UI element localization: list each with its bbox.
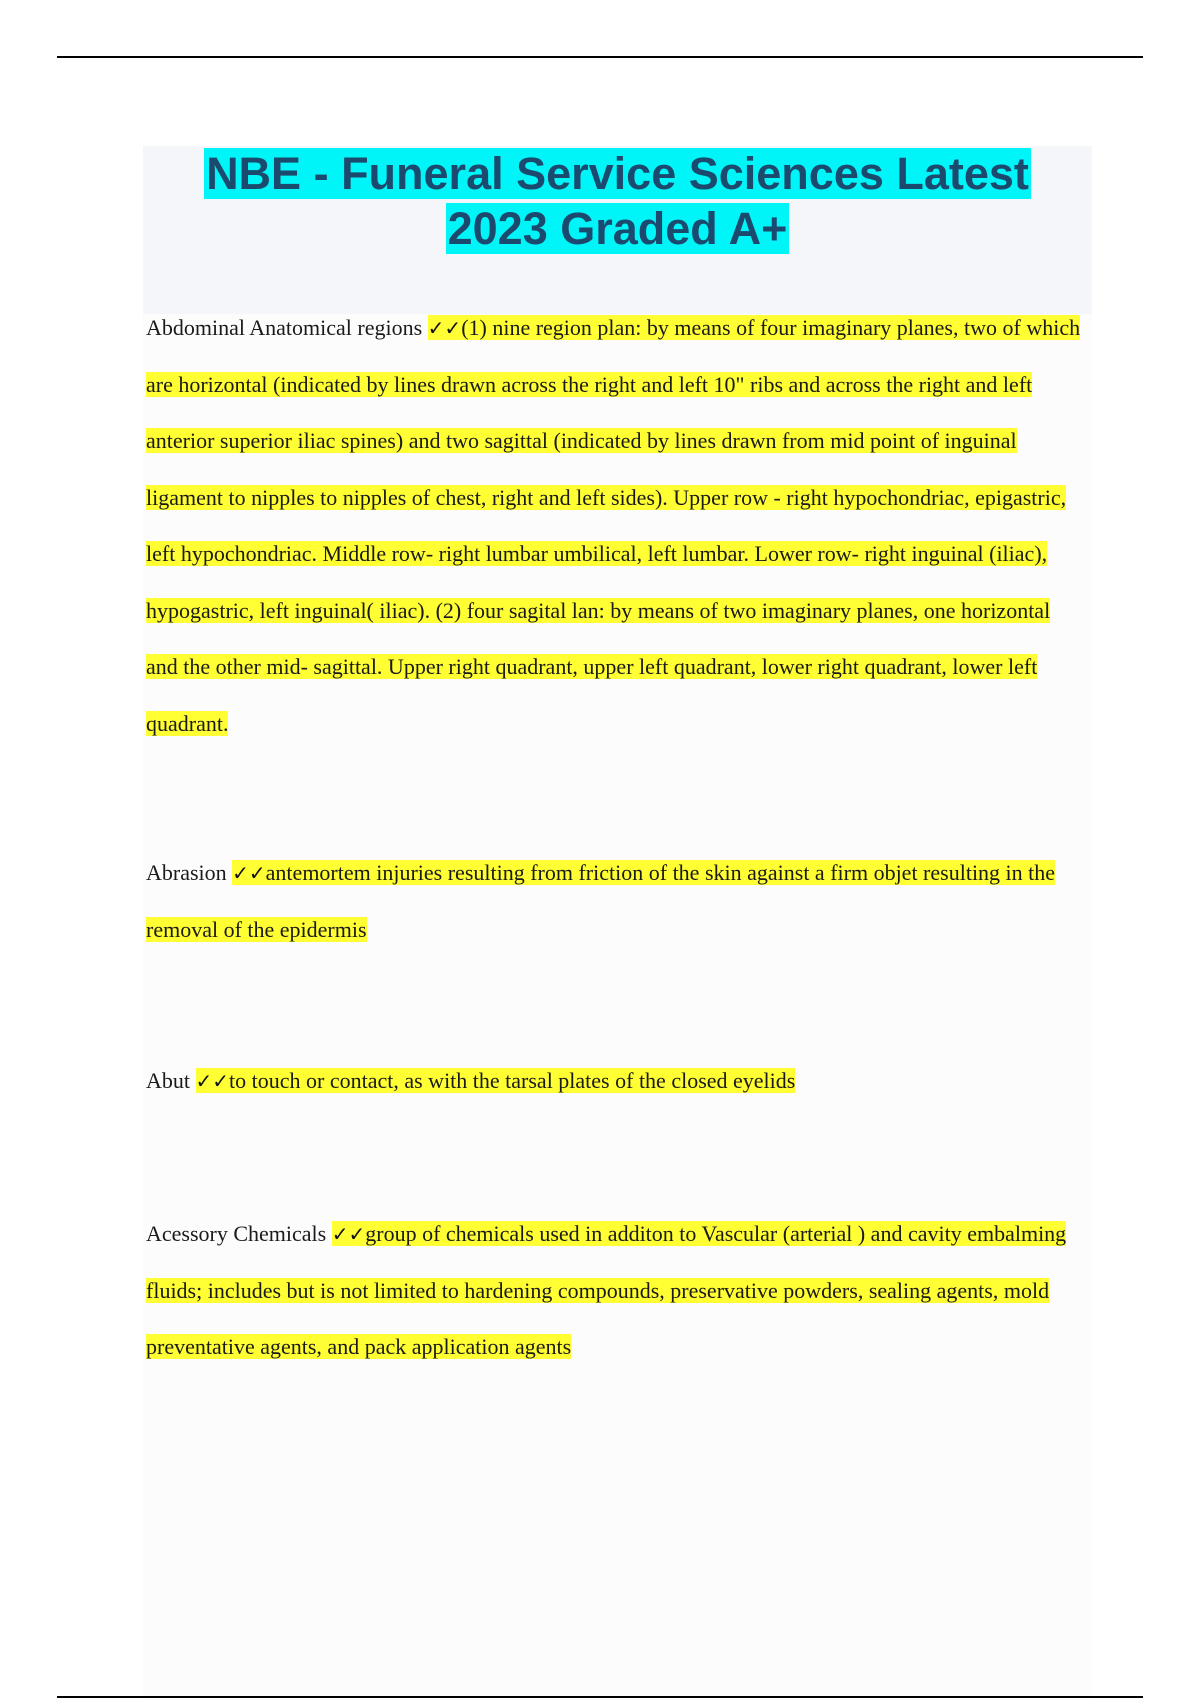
entry-definition: [146, 315, 1080, 736]
title-block: [143, 146, 1092, 314]
header-rule: [57, 56, 1143, 58]
glossary-entry-acessory-chemicals: [146, 1206, 1086, 1376]
double-check-icon: ✓✓: [427, 316, 462, 340]
double-check-icon: ✓✓: [331, 1222, 366, 1246]
glossary-entry-abut: [146, 1053, 1086, 1110]
double-check-icon: ✓✓: [232, 861, 266, 885]
document-title: [143, 146, 1092, 256]
entry-definition-text: to touch or contact, as with the tarsal plates of the closed eyelids: [229, 1068, 796, 1093]
entry-term: Abut: [146, 1068, 190, 1093]
entry-term: Abrasion: [146, 860, 227, 885]
title-line-2: 2023 Graded A+: [447, 203, 788, 254]
entry-term: Acessory Chemicals: [146, 1221, 327, 1246]
entry-definition-text: antemortem injuries resulting from friction of the skin against a firm objet resulting in the removal of the epidermis: [146, 860, 1056, 942]
title-line-1: NBE - Funeral Service Sciences Latest: [206, 148, 1029, 199]
glossary-entry-abrasion: [146, 845, 1086, 958]
entry-term: Abdominal Anatomical regions: [146, 315, 423, 340]
double-check-icon: ✓✓: [195, 1069, 230, 1093]
entry-definition-text: group of chemicals used in additon to Vascular (arterial ) and cavity embalming fluids; includes but is not limited to hardening compounds, preservative powders, sealing agents, mold preventative agents, and pack application agents: [146, 1221, 1067, 1359]
entry-definition: [146, 860, 1055, 942]
entry-definition-text: (1) nine region plan: by means of four imaginary planes, two of which are horizontal (indicated by lines drawn across the right and left 10" ribs and across the right and left anterior superior iliac spines) and two sagittal (indicated by lines drawn from mid point of inguinal ligament to nipples to nipples of chest, right and left sides). Upper row - right hypochondriac, epigastric, left hypochondriac. Middle row- right lumbar umbilical, left lumbar. Lower row- right inguinal (iliac), hypogastric, left inguinal( iliac). (2) four sagital lan: by means of two imaginary planes, one horizontal and the other mid- sagittal. Upper right quadrant, upper left quadrant, lower right quadrant, lower left quadrant.: [146, 315, 1081, 736]
footer-rule: [57, 1696, 1143, 1698]
entry-definition: [196, 1068, 796, 1093]
glossary-entry-abdominal-anatomical-regions: [146, 300, 1086, 752]
